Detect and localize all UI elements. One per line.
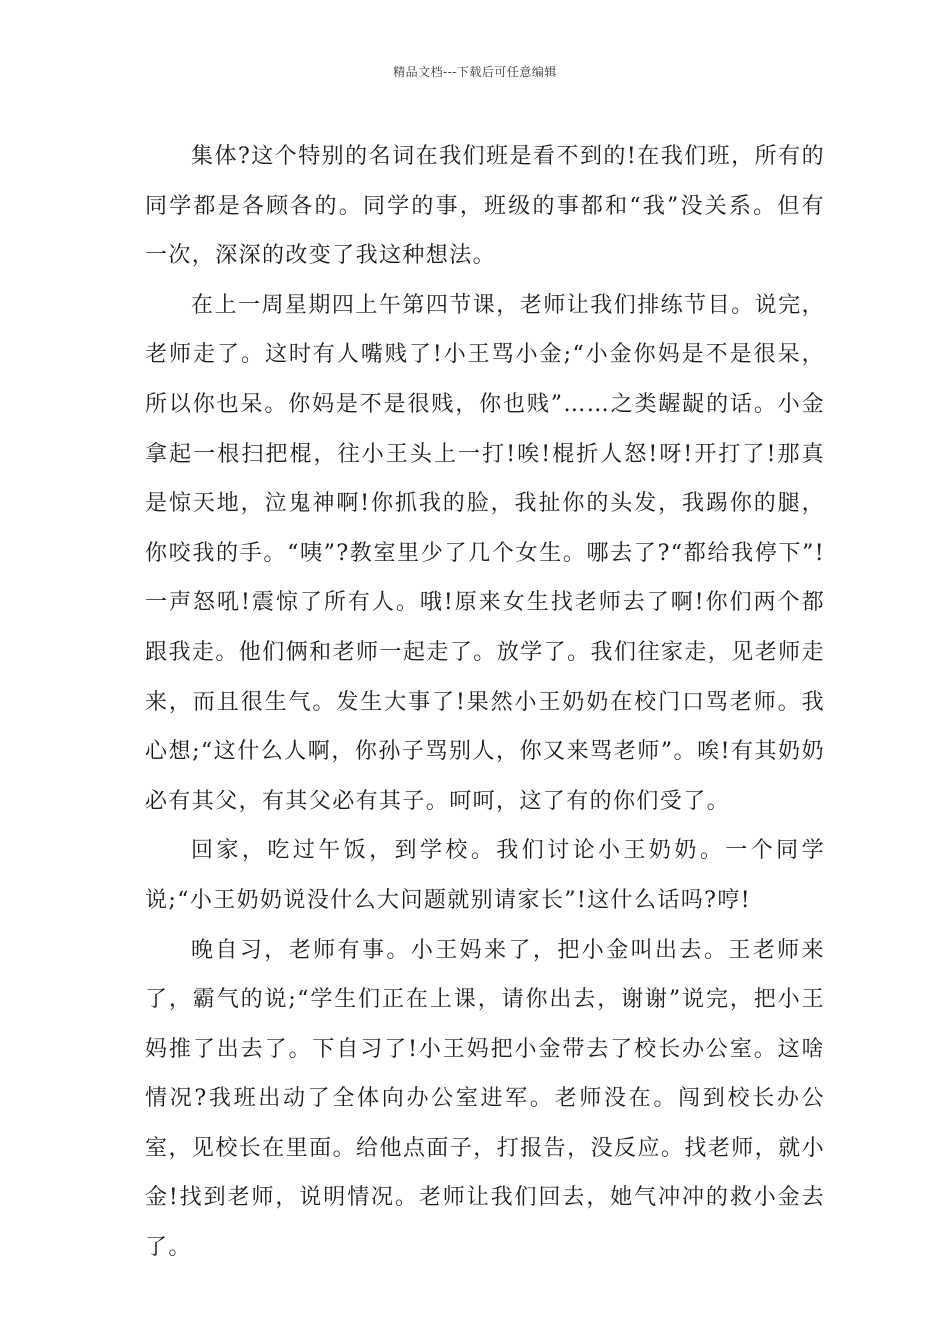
paragraph-2: 在上一周星期四上午第四节课，老师让我们排练节目。说完，老师走了。这时有人嘴贱了!小王骂小金;“小金你妈是不是很呆，所以你也呆。你妈是不是很贱，你也贱”……之类龌龊的话。小金拿起一根扫把棍，往小王头上一打!唉!棍折人怒!呀!开打了!那真是惊天地，泣鬼神啊!你抓我的脸，我扯你的头发，我踢你的腿，你咬我的手。“咦”?教室里少了几个女生。哪去了?“都给我停下”!一声怒吼!震惊了所有人。哦!原来女生找老师去了啊!你们两个都跟我走。他们俩和老师一起走了。放学了。我们往家走，见老师走来，而且很生气。发生大事了!果然小王奶奶在校门口骂老师。我心想;“这什么人啊，你孙子骂别人，你又来骂老师”。唉!有其奶奶必有其父，有其父必有其子。呵呵，这了有的你们受了。	[145, 292, 825, 814]
page-header: 精品文档---下载后可任意编辑	[393, 65, 557, 79]
paragraph-4: 晚自习，老师有事。小王妈来了，把小金叫出去。王老师来了，霸气的说;“学生们正在上课，请你出去，谢谢”说完，把小王妈推了出去了。下自习了!小王妈把小金带去了校长办公室。这啥情况?我班出动了全体向办公室进军。老师没在。闯到校长办公室，见校长在里面。给他点面子，打报告，没反应。找老师，就小金!找到老师，说明情况。老师让我们回去，她气冲冲的救小金去了。	[145, 937, 825, 1261]
paragraph-1: 集体?这个特别的名词在我们班是看不到的!在我们班，所有的同学都是各顾各的。同学的事，班级的事都和“我”没关系。但有一次，深深的改变了我这种想法。	[145, 144, 825, 269]
document-body	[145, 132, 825, 1273]
paragraph-3: 回家，吃过午饭，到学校。我们讨论小王奶奶。一个同学说;“小王奶奶说没什么大问题就别请家长”!这什么话吗?哼!	[145, 838, 825, 913]
